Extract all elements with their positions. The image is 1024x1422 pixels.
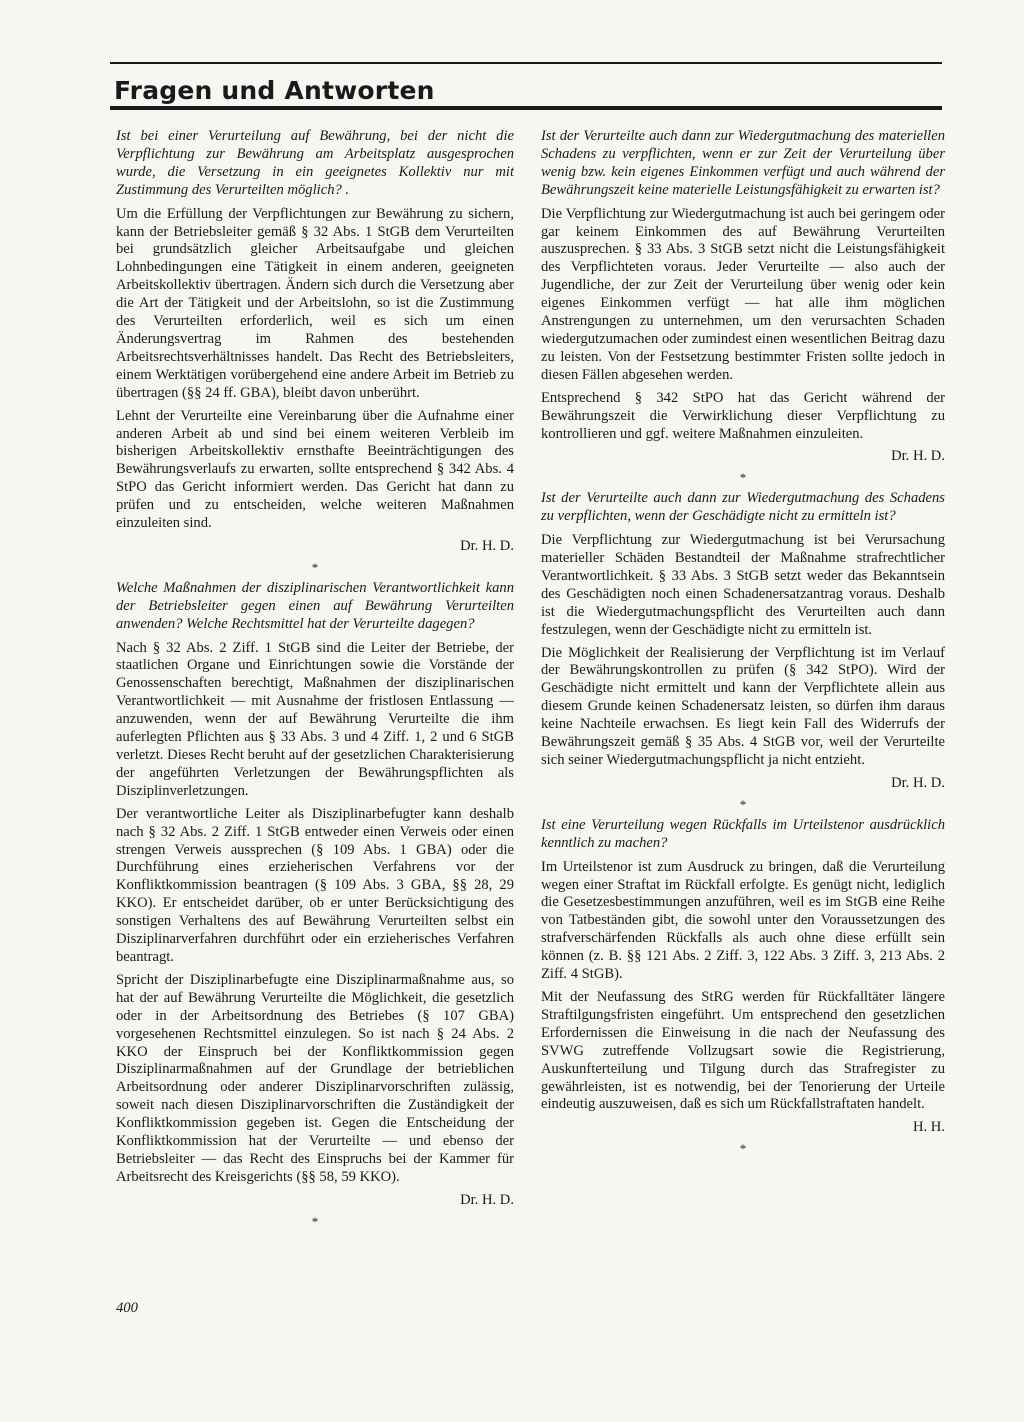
separator-asterisk: * [739, 1141, 747, 1157]
answer-3-paragraph-1: Die Verpflichtung zur Wiedergutmachung ist auch bei geringem oder gar keinem Einkommen des auf Bewährung Verurteilten auszusprechen. § 33 Abs. 3 StGB setzt nicht die Leistungsfähigkeit des Verpflichteten voraus. Jeder Verurteilte — also auch der Jugendliche, der zur Zeit der Verurteilung über wenig oder kein eigenes Einkommen verfügt — hat alle ihm möglichen Anstrengungen zu unternehmen, um den verursachten Schaden wiedergutzumachen oder zumindest einen wesentlichen Beitrag dazu zu leisten. Von der Festsetzung bestimmter Fristen sollte jedoch in diesen Fällen abgesehen werden. [541, 205, 945, 383]
answer-5-signature: H. H. [912, 1119, 945, 1136]
answer-1-paragraph-1: Um die Erfüllung der Verpflichtungen zur Bewährung zu sichern, kann der Betriebsleiter gemäß § 32 Abs. 1 StGB dem Verurteilten bei grundsätzlich gleicher Arbeitsaufgabe und gleichen Lohnbedingungen eine Tätigkeit in einem anderen, geeigneten Arbeitskollektiv übertragen. Ändern sich durch die Versetzung aber die Art der Tätigkeit und der Arbeitslohn, so ist die Zustimmung des Verurteilten erforderlich, weil es sich um einen Änderungsvertrag im Rahmen des bestehenden Arbeitsrechtsverhältnisses handelt. Das Recht des Betriebsleiters, einem Werktätigen vorübergehend eine andere Arbeit im Betrieb zu übertragen (§§ 24 ff. GBA), bleibt davon unberührt. [116, 205, 514, 401]
question-3: Ist der Verurteilte auch dann zur Wiedergutmachung des materiellen Schadens zu verpflichten, wenn er zur Zeit der Verurteilung über wenig bzw. kein eigenes Einkommen verfügt und auch während der Bewährungszeit keine materielle Leistungsfähigkeit zu erwarten ist? [541, 128, 945, 198]
answer-2-paragraph-2: Der verantwortliche Leiter als Disziplinarbefugter kann deshalb nach § 32 Abs. 2 Ziff. 1 StGB entweder einen Verweis oder einen strengen Verweis aussprechen (§ 109 Abs. 1 GBA) oder die Durchführung eines erzieherischen Verfahrens vor der Konfliktkommission beantragen (§ 109 Abs. 3 GBA, §§ 28, 29 KKO). Er entscheidet darüber, ob er unter Berücksichtigung des sonstigen Verhaltens des auf Bewährung Verurteilten selbst ein Disziplinarverfahren durchführt oder ein erzieherisches Verfahren beantragt. [116, 805, 514, 965]
left-column [116, 128, 514, 1234]
separator-asterisk: * [311, 1213, 319, 1229]
answer-3-paragraph-2: Entsprechend § 342 StPO hat das Gericht während der Bewährungszeit die Verwirklichung dieser Verpflichtung zu kontrollieren und ggf. weitere Maßnahmen einzuleiten. [541, 389, 945, 442]
heading-rule [110, 106, 942, 110]
page-number: 400 [116, 1300, 138, 1316]
answer-1-paragraph-2: Lehnt der Verurteilte eine Vereinbarung über die Aufnahme einer anderen Arbeit ab und sind bei einem weiteren Verbleib im bisherigen Arbeitskollektiv ernsthafte Beeinträchtigungen des Bewährungsverlaufs zu erwarten, sollte entsprechend § 342 Abs. 4 StPO das Gericht informiert werden. Das Gericht hat dann zu prüfen und zu entscheiden, welche weiteren Maßnahmen einzuleiten sind. [116, 407, 514, 532]
answer-4-signature: Dr. H. D. [891, 774, 945, 791]
answer-1-signature: Dr. H. D. [460, 537, 514, 554]
answer-2-paragraph-1: Nach § 32 Abs. 2 Ziff. 1 StGB sind die Leiter der Betriebe, der staatlichen Organe und Einrichtungen sowie die Vorstände der Genossenschaften berechtigt, Maßnahmen der disziplinarischen Verantwortlichkeit — mit Ausnahme der fristlosen Entlassung — anzuwenden, wenn der auf Bewährung Verurteilte die ihm auferlegten Pflichten aus § 33 Abs. 3 und 4 Ziff. 1, 2 und 6 StGB verletzt. Dieses Recht beruht auf der gesetzlichen Charakterisierung der angeführten Verletzungen der Bewährungspflichten als Disziplinverletzungen. [116, 639, 514, 799]
separator-asterisk: * [311, 559, 319, 575]
answer-2-signature: Dr. H. D. [460, 1191, 514, 1208]
answer-5-paragraph-1: Im Urteilstenor ist zum Ausdruck zu bringen, daß die Verurteilung wegen einer Straftat im Rückfall erfolgte. Es genügt nicht, lediglich die Gesetzesbestimmungen anzuführen, weil es im StGB eine Reihe von Tatbeständen gibt, die sowohl unter den Voraussetzungen des strafverschärfenden Rückfalls als auch ohne diese erfüllt sein können (z. B. §§ 121 Abs. 2 Ziff. 3, 122 Abs. 3 Ziff. 3, 213 Abs. 2 Ziff. 4 StGB). [541, 858, 945, 983]
answer-3-signature: Dr. H. D. [891, 448, 945, 465]
separator-asterisk: * [739, 470, 747, 486]
question-5: Ist eine Verurteilung wegen Rückfalls im Urteilstenor ausdrücklich kenntlich zu machen? [541, 816, 945, 851]
separator-asterisk: * [739, 796, 747, 812]
question-4: Ist der Verurteilte auch dann zur Wiedergutmachung des Schadens zu verpflichten, wenn der Geschädigte nicht zu ermitteln ist? [541, 490, 945, 525]
section-title: Fragen und Antworten [114, 76, 435, 105]
answer-4-paragraph-1: Die Verpflichtung zur Wiedergutmachung ist bei Verursachung materieller Schäden Bestandteil der Maßnahme strafrechtlicher Verantwortlichkeit. § 33 Abs. 3 StGB setzt weder das Bekanntsein des Geschädigten noch einen Schadenersatzantrag voraus. Deshalb ist die Wiedergutmachungspflicht des Verurteilten auch dann festzulegen, wenn der Geschädigte nicht zu ermitteln ist. [541, 532, 945, 638]
question-1: Ist bei einer Verurteilung auf Bewährung, bei der nicht die Verpflichtung zur Bewährung am Arbeitsplatz ausgesprochen wurde, die Versetzung in ein geeignetes Kollektiv nur mit Zustimmung des Verurteilten möglich? . [116, 128, 514, 198]
top-rule [110, 62, 942, 64]
right-column [541, 128, 945, 1161]
question-2: Welche Maßnahmen der disziplinarischen Verantwortlichkeit kann der Betriebsleiter gegen einen auf Bewährung Verurteilten anwenden? Welche Rechtsmittel hat der Verurteilte dagegen? [116, 579, 514, 632]
answer-2-paragraph-3: Spricht der Disziplinarbefugte eine Disziplinarmaßnahme aus, so hat der auf Bewährung Verurteilte die Möglichkeit, die gesetzlich oder in der Arbeitsordnung des Betriebes (§ 107 GBA) vorgesehenen Rechtsmittel einzulegen. So ist nach § 24 Abs. 2 KKO der Einspruch bei der Konfliktkommission gegen Disziplinarmaßnahmen auf der Grundlage der betrieblichen Arbeitsordnung oder anderer Disziplinarvorschriften zulässig, soweit nach diesen Disziplinarvorschriften die Zuständigkeit der Konfliktkommission gegeben ist. Gegen die Entscheidung der Konfliktkommission hat der Verurteilte — und ebenso der Betriebsleiter — das Recht des Einspruchs bei der Kammer für Arbeitsrecht des Kreisgerichts (§§ 58, 59 KKO). [116, 971, 514, 1185]
answer-4-paragraph-2: Die Möglichkeit der Realisierung der Verpflichtung ist im Verlauf der Bewährungskontrollen zu prüfen (§ 342 StPO). Wird der Geschädigte nicht ermittelt und kann der Verpflichtete allein aus diesem Grunde keinen Schadenersatz leisten, so dürfen ihm daraus keine Nachteile erwachsen. Es liegt kein Fall des Widerrufs der Bewährungszeit gemäß § 35 Abs. 4 StGB vor, weil der Verurteilte sich seiner Wiedergutmachungspflicht ja nicht entzieht. [541, 644, 945, 768]
answer-5-paragraph-2: Mit der Neufassung des StRG werden für Rückfalltäter längere Straftilgungsfristen eingeführt. Um entsprechend den gesetzlichen Erfordernissen die Einweisung in die nach der Neufassung des SVWG zutreffende Vollzugsart sowie die Registrierung, Auskunfterteilung und Tilgung durch das Strafregister zu gewährleisten, ist es notwendig, bei der Tenorierung der Urteile eindeutig auszuweisen, daß es sich um Rückfallstraftaten handelt. [541, 988, 945, 1113]
